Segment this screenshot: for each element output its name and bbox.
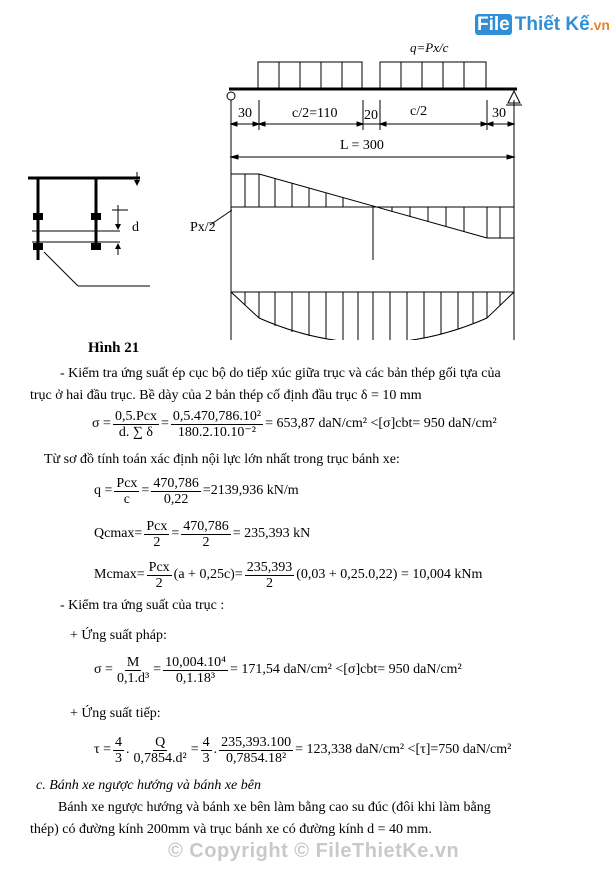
equation-3: Qcmax= $\frac{\text{Pcx}}{2}$ = $\frac{470,786}{2}$ = 235,393 kN <box>94 518 311 550</box>
eq3-f2-den: 2 <box>202 534 210 550</box>
d-label: d <box>132 220 139 235</box>
eq4-f2-den: 2 <box>265 575 273 591</box>
dim-c2-110: c/2=110 <box>292 106 338 121</box>
beam-diagram <box>0 0 611 340</box>
figure-caption: Hình 21 <box>88 340 140 356</box>
load-label: q=Px/c <box>410 40 449 55</box>
eq3-frac2 <box>181 519 231 550</box>
paragraph-1b: trục ở hai đầu trục. Bề dày của 2 bản thép cố định đầu trục δ = 10 mm <box>30 388 422 403</box>
eq4-f2-num: 235,393 <box>246 559 293 575</box>
eq3-f2-num: 470,786 <box>183 518 229 534</box>
eq2-rhs: =2139,936 kN/m <box>202 483 299 498</box>
eq6-f4-den: 0,7854.18² <box>226 750 287 766</box>
eq6-f1-den: 3 <box>115 750 123 766</box>
distributed-load-left <box>258 62 362 88</box>
logo-part-vn: .vn <box>589 17 610 33</box>
eq4-frac2 <box>245 560 295 591</box>
eq2-frac2 <box>151 476 201 507</box>
eq6-f2-den: 0,7854.d² <box>133 750 187 766</box>
logo-part-file: File <box>477 14 510 35</box>
eq6-f3-num: 4 <box>202 734 210 750</box>
dim-L: L = 300 <box>340 138 384 153</box>
eq4-mid: (a + 0,25c)= <box>173 567 243 582</box>
eq6-frac2 <box>132 735 189 766</box>
eq5-frac1 <box>115 655 151 686</box>
dim-30-left: 30 <box>238 106 252 121</box>
eq2-lhs: q = <box>94 483 113 498</box>
eq3-rhs: = 235,393 kN <box>232 526 311 541</box>
eq4-lhs: Mcmax= <box>94 567 145 582</box>
equation-1: σ = $\frac{\text{0,5.Pcx}}{d. \sum \delta}$ = $\frac{\text{0,5.470,786.10²}}{\text{180.2.10.10⁻²}}$ = 653,87 daN/cm² <[σ]cbt= 950 daN/cm² <box>92 408 497 440</box>
eq6-frac4 <box>219 735 293 766</box>
eq3-lhs: Qcmax= <box>94 526 143 541</box>
paragraph-2: Từ sơ đồ tính toán xác định nội lực lớn nhất trong trục bánh xe: <box>44 452 400 467</box>
paragraph-7: Bánh xe ngược hướng và bánh xe bên làm bằng cao su đúc (đôi khi làm bằng <box>58 800 491 815</box>
copyright-watermark: © Copyright © FileThietKe.vn <box>168 840 460 862</box>
equation-2: q = $\frac{\text{Pcx}}{c}$ = $\frac{470,786}{0,22}$ =2139,936 kN/m <box>94 475 299 507</box>
eq3-f1-num: Pcx <box>146 518 168 534</box>
dim-c2: c/2 <box>410 104 428 119</box>
eq2-f1-den: c <box>123 491 131 507</box>
eq6-frac3 <box>201 735 212 766</box>
paragraph-3: - Kiểm tra ứng suất của trục : <box>60 598 225 613</box>
eq2-f2-den: 0,22 <box>163 491 189 507</box>
paragraph-5: + Ứng suất tiếp: <box>70 706 161 721</box>
eq4-rhs: (0,03 + 0,25.0,22) = 10,004 kNm <box>296 567 483 582</box>
eq1-f2-num: 0,5.470,786.10² <box>172 408 262 424</box>
equation-6: τ = $\frac{4}{3}$ . $\frac{Q}{\text{0,7854.d²}}$ = $\frac{4}{3}$ . $\frac{235,393.100}{\text{0,7854.18²}}$ = 123,338 daN/cm² <[τ]=750 daN/cm² <box>94 734 512 766</box>
eq1-frac2 <box>171 409 263 440</box>
left-support <box>227 92 235 100</box>
eq2-frac1 <box>114 476 139 507</box>
shear-diagram <box>231 174 514 260</box>
eq5-f1-den: 0,1.d³ <box>116 670 150 686</box>
section-heading-c: c. Bánh xe ngược hướng và bánh xe bên <box>36 778 261 793</box>
eq1-f2-den: 180.2.10.10⁻² <box>177 424 256 440</box>
equation-5: σ = $\frac{M}{\text{0,1.d³}}$ = $\frac{\text{10,004.10⁴}}{\text{0,1.18³}}$ = 171,54 daN/cm² <[σ]cbt= 950 daN/cm² <box>94 654 462 686</box>
paragraph-1: - Kiểm tra ứng suất ép cục bộ do tiếp xúc giữa trục và các bản thép gối tựa của <box>60 366 501 381</box>
eq5-f1-num: M <box>126 654 140 670</box>
eq2-f2-num: 470,786 <box>153 475 199 491</box>
equation-4 <box>94 556 482 594</box>
eq5-f2-den: 0,1.18³ <box>175 670 216 686</box>
eq5-lhs: σ = <box>94 662 113 677</box>
eq4-f1-num: Pcx <box>148 559 170 575</box>
paragraph-7b: thép) có đường kính 200mm và trục bánh xe có đường kính d = 40 mm. <box>30 822 432 837</box>
eq6-lhs: τ = <box>94 742 112 757</box>
eq6-f3-den: 3 <box>202 750 210 766</box>
dim-30-right: 30 <box>492 106 506 121</box>
eq6-f2-num: Q <box>155 734 166 750</box>
eq4-f1-den: 2 <box>155 575 163 591</box>
dim-20: 20 <box>364 108 378 123</box>
eq5-frac2 <box>163 655 228 686</box>
paragraph-4: + Ứng suất pháp: <box>70 628 167 643</box>
px2-label: Px/2 <box>190 220 216 235</box>
eq6-f1-num: 4 <box>115 734 123 750</box>
eq6-frac1 <box>113 735 124 766</box>
eq2-f1-num: Pcx <box>116 475 138 491</box>
moment-diagram <box>231 292 514 340</box>
distributed-load-right <box>380 62 486 88</box>
eq3-frac1 <box>144 519 169 550</box>
eq6-f4-num: 235,393.100 <box>221 734 292 750</box>
eq5-f2-num: 10,004.10⁴ <box>165 654 226 670</box>
eq3-f1-den: 2 <box>153 534 161 550</box>
eq1-f1-num: 0,5.Pcx <box>114 408 157 424</box>
eq5-rhs: = 171,54 daN/cm² <[σ]cbt= 950 daN/cm² <box>229 662 462 677</box>
eq1-f1-den: d. ∑ δ <box>118 424 153 440</box>
eq1-rhs: = 653,87 daN/cm² <[σ]cbt= 950 daN/cm² <box>265 416 497 431</box>
eq1-frac1 <box>113 409 159 440</box>
eq4-frac1 <box>147 560 172 591</box>
eq6-rhs: = 123,338 daN/cm² <[τ]=750 daN/cm² <box>295 742 512 757</box>
logo-part-thietke: Thiết Kế <box>514 14 590 35</box>
eq1-lhs: σ = <box>92 416 111 431</box>
